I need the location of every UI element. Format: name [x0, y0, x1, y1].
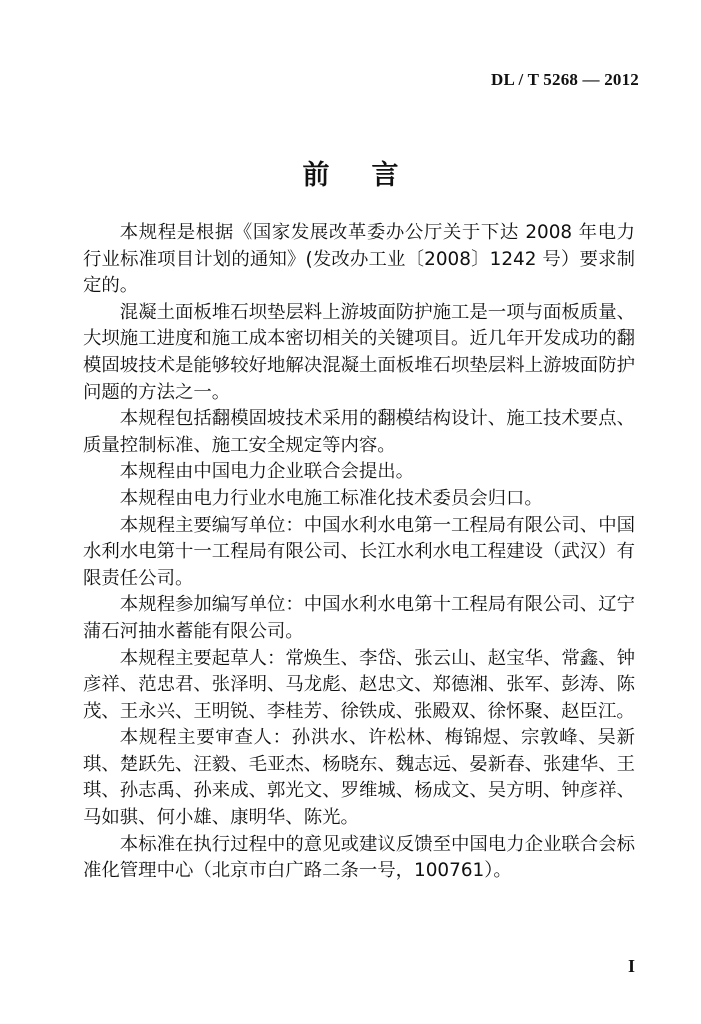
paragraph-main-drafting-units: 本规程主要编写单位：中国水利水电第一工程局有限公司、中国水利水电第十一工程局有限公司、长江水利水电工程建设（武汉）有限责任公司。 — [83, 514, 635, 589]
paragraph-reviewers: 本规程主要审查人：孙洪水、许松林、梅锦煜、宗敦峰、吴新琪、楚跃先、汪毅、毛亚杰、杨晓东、魏志远、晏新春、张建华、王琪、孙志禹、孙来成、郭光文、罗维城、杨成文、吴方明、钟彦祥、马如骐、何小雄、康明华、陈光。 — [83, 727, 635, 829]
paragraph-scope: 本规程包括翻模固坡技术采用的翻模结构设计、施工技术要点、质量控制标准、施工安全规定等内容。 — [83, 408, 635, 456]
paragraph-administrator: 本规程由电力行业水电施工标准化技术委员会归口。 — [119, 487, 543, 509]
paragraph-basis: 本规程是根据《国家发展改革委办公厅关于下达 2008 年电力行业标准项目计划的通知》(发改办工业〔2008〕1242 号）要求制定的。 — [83, 222, 635, 297]
foreword-body — [83, 220, 635, 885]
paragraph-proposer: 本规程由中国电力企业联合会提出。 — [119, 461, 415, 483]
paragraph-background: 混凝土面板堆石坝垫层料上游坡面防护施工是一项与面板质量、大坝施工进度和施工成本密切相关的关键项目。近几年开发成功的翻模固坡技术是能够较好地解决混凝土面板堆石坝垫层料上游坡面防护问题的方法之一。 — [83, 301, 635, 403]
page-title: 前言 — [302, 160, 441, 191]
page-number: I — [627, 956, 635, 976]
paragraph-participating-units: 本规程参加编写单位：中国水利水电第十工程局有限公司、辽宁蒲石河抽水蓄能有限公司。 — [83, 594, 635, 642]
paragraph-feedback: 本标准在执行过程中的意见或建议反馈至中国电力企业联合会标准化管理中心（北京市白广路二条一号，100761）。 — [83, 833, 635, 882]
document-code: DL / T 5268 — 2012 — [491, 70, 639, 89]
paragraph-drafters: 本规程主要起草人：常焕生、李岱、张云山、赵宝华、常鑫、钟彦祥、范忠君、张泽明、马龙彪、赵忠文、郑德湘、张军、彭涛、陈茂、王永兴、王明锐、李桂芳、徐铁成、张殿双、徐怀聚、赵臣江。 — [83, 647, 635, 722]
